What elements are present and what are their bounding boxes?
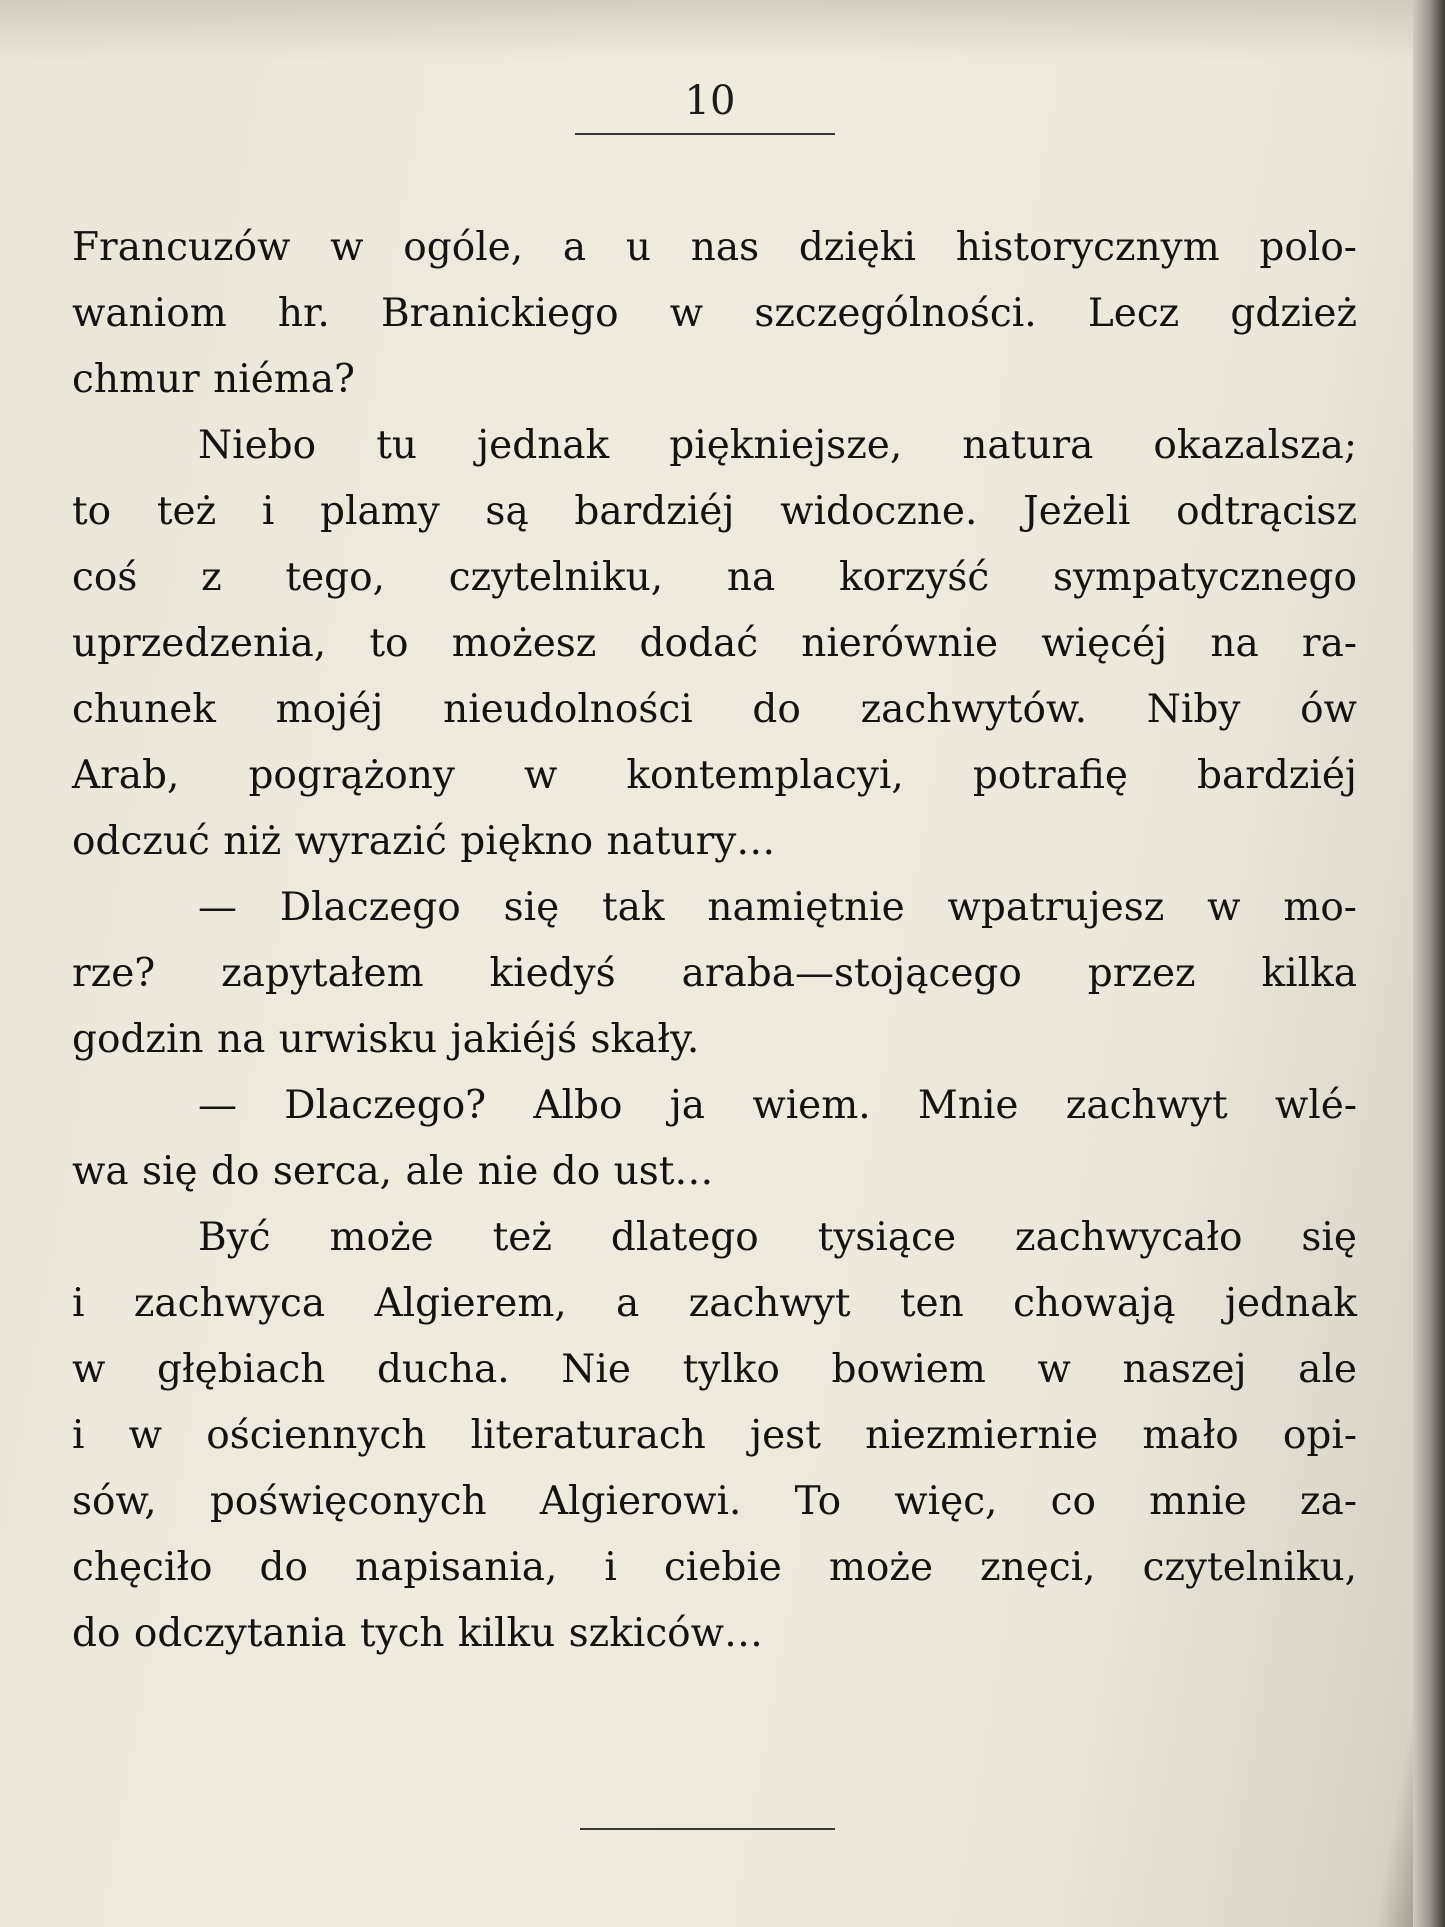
text-line: chunek mojéj nieudolności do zachwytów. Niby ów (72, 687, 1357, 732)
text-line: Niebo tu jednak piękniejsze, natura okazalsza; (198, 423, 1357, 468)
text-line: do odczytania tych kilku szkiców… (72, 1611, 764, 1656)
text-line: coś z tego, czytelniku, na korzyść sympatycznego (72, 555, 1357, 600)
text-line: to też i plamy są bardziéj widoczne. Jeżeli odtrącisz (72, 489, 1357, 534)
text-line: waniom hr. Branickiego w szczególności. Lecz gdzież (72, 291, 1357, 336)
text-line: i w ościennych literaturach jest niezmiernie mało opi- (72, 1413, 1357, 1458)
text-line: chęciło do napisania, i ciebie może znęci, czytelniku, (72, 1545, 1357, 1590)
text-line: sów, poświęconych Algierowi. To więc, co mnie za- (72, 1479, 1357, 1524)
text-line: — Dlaczego? Albo ja wiem. Mnie zachwyt wlé- (198, 1083, 1357, 1128)
text-line: w głębiach ducha. Nie tylko bowiem w naszej ale (72, 1347, 1357, 1392)
text-line: godzin na urwisku jakiéjś skały. (72, 1017, 700, 1062)
paragraph-5 (72, 1205, 1357, 1667)
text-line: i zachwyca Algierem, a zachwyt ten chowają jednak (72, 1281, 1357, 1326)
text-line: Być może też dlatego tysiące zachwycało się (198, 1215, 1357, 1260)
text-line: odczuć niż wyrazić piękno natury… (72, 819, 776, 864)
text-line: chmur niéma? (72, 357, 355, 402)
book-gutter-edge (1413, 0, 1445, 1927)
body-text (72, 215, 1357, 1667)
paragraph-4 (72, 1073, 1357, 1205)
text-line: uprzedzenia, to możesz dodać nierównie więcéj na ra- (72, 621, 1357, 666)
header-rule (575, 133, 835, 135)
paragraph-2 (72, 413, 1357, 875)
footer-rule (580, 1828, 835, 1830)
text-line: Francuzów w ogóle, a u nas dzięki historycznym polo- (72, 225, 1357, 270)
page-shadow (0, 0, 1445, 60)
page-number: 10 (684, 78, 736, 124)
text-line: Arab, pogrążony w kontemplacyi, potrafię bardziéj (72, 753, 1357, 798)
paragraph-1 (72, 215, 1357, 413)
text-line: wa się do serca, ale nie do ust… (72, 1149, 714, 1194)
text-line: rze? zapytałem kiedyś araba—stojącego przez kilka (72, 951, 1357, 996)
paragraph-3 (72, 875, 1357, 1073)
text-line: — Dlaczego się tak namiętnie wpatrujesz w mo- (198, 885, 1357, 930)
